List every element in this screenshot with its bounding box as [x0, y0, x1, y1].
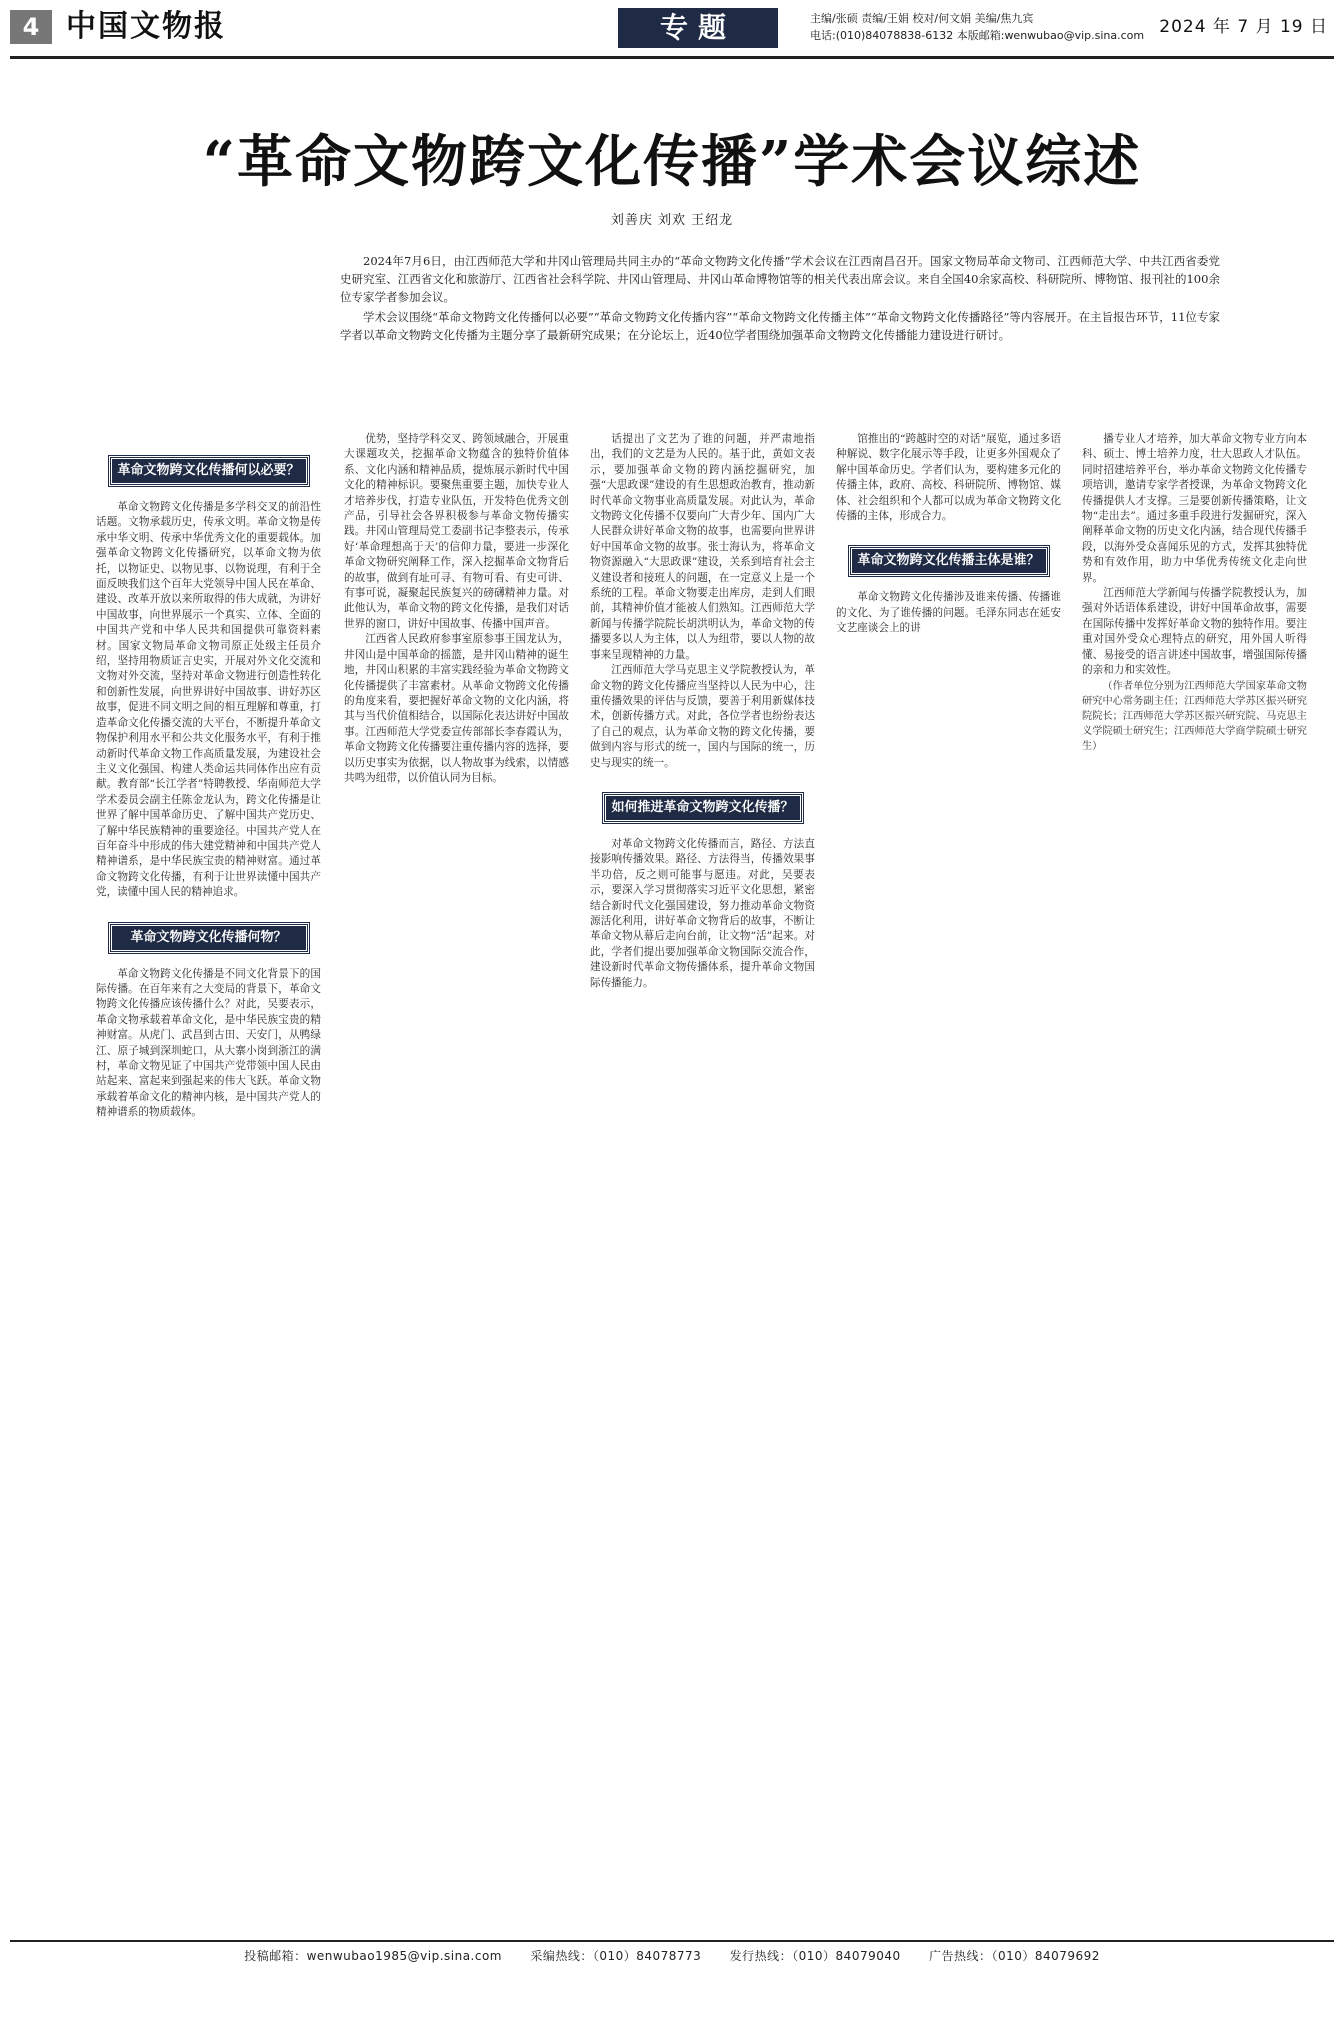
section-tag: 专题	[618, 8, 778, 48]
editorial-credits	[810, 10, 1144, 44]
footer-rule	[10, 1940, 1334, 1942]
newspaper-logo: 中国文物报	[66, 9, 226, 44]
body-paragraph: 对革命文物跨文化传播而言，路径、方法直接影响传播效果。路径、方法得当，传播效果事半功倍，反之则可能事与愿违。对此，吴要表示，要深入学习贯彻落实习近平文化思想，紧密结合新时代文化强国建设，努力推动革命文物资源活化利用，讲好革命文物背后的故事，不断让革命文物从幕后走向台前，让文物“活”起来。对此，学者们提出要加强革命文物国际交流合作，建设新时代革命文物传播体系，提升革命文物国际传播能力。	[590, 837, 815, 989]
body-paragraph: 江西师范大学新闻与传播学院教授认为，加强对外话语体系建设，讲好中国革命故事，需要在国际传播中发挥好革命文物的独特作用。要注重对国外受众心理特点的研究，用外国人听得懂、易接受的语言讲述中国故事，增强国际传播的亲和力和实效性。	[1082, 587, 1307, 677]
body-paragraph: 江西省人民政府参事室原参事王国龙认为，井冈山是中国革命的摇篮，是井冈山精神的诞生地，井冈山积累的丰富实践经验为革命文物跨文化传播提供了丰富素材。从革命文物跨文化传播的角度来看，要把握好革命文物的文化内涵，将其与当代价值相结合，以国际化表达讲好中国故事。江西师范大学党委宣传部部长李春霞认为，革命文物跨文化传播要注重传播内容的选择，要以历史事实为依据，以人物故事为线索，以情感共鸣为纽带，以价值认同为目标。	[344, 633, 569, 784]
body-paragraph: 话提出了文艺为了谁的问题，并严肃地指出，我们的文艺是为人民的。基于此，黄如文表示，要加强革命文物的跨内涵挖掘研究，加强“大思政课”建设的有生思想政治教育，推动新时代革命文物事业高质量发展。对此认为，革命文物跨文化传播不仅要向广大青少年、国内广大人民群众讲好革命文物的故事，也需要向世界讲好中国革命文物的故事。张士海认为，将革命文物资源融入“大思政课”建设，关系到培育社会主义建设者和接班人的问题，在一定意义上是一个系统的工程。革命文物要走出库房，走到人们眼前，其精神价值才能被人们熟知。江西师范大学新闻与传播学院院长胡洪明认为，革命文物的传播要多以人为主体，以人为纽带，要以人物的故事来呈现精神的力量。	[590, 433, 815, 661]
page-number: 4	[10, 10, 52, 44]
lead-paragraph: 2024年7月6日，由江西师范大学和井冈山管理局共同主办的“革命文物跨文化传播”学术会议在江西南昌召开。国家文物局革命文物司、江西师范大学、中共江西省委党史研究室、江西省文化和旅游厅、江西省社会科学院、井冈山管理局、井冈山革命博物馆等的相关代表出席会议。来自全国40余家高校、科研院所、博物馆、报刊社的100余位专家学者参加会议。	[340, 254, 1220, 304]
article-authors: 刘善庆 刘欢 王绍龙	[610, 213, 734, 228]
article-column-3	[590, 432, 815, 1925]
submission-email: 投稿邮箱：wenwubao1985@vip.sina.com	[244, 1949, 502, 1963]
article-column-2	[344, 432, 569, 1925]
body-paragraph: 革命文物跨文化传播是多学科交叉的前沿性话题。文物承载历史，传承文明。革命文物是传承中华文明、传承中华优秀文化的重要载体。加强革命文物跨文化传播研究，以革命文物为依托，以物证史、以物见事、以物说理，有利于全面反映我们这个百年大党领导中国人民在革命、建设、改革开放以来所取得的伟大成就，为讲好中国故事，向世界展示一个真实、立体、全面的中国共产党和中华人民共和国提供可靠资料素材。国家文物局革命文物司原正处级主任员介绍，坚持用物质证言史实，开展对外文化交流和文物对外交流，坚持对革命文物进行创造性转化和创新性发展，向世界讲好中国故事、讲好苏区故事，促进不同文明之间的相互理解和尊重，打造革命文化传播交流的大平台，不断提升革命文物保护利用水平和公共文化服务水平，有利于推动新时代革命文物工作高质量发展，为建设社会主义文化强国、构建人类命运共同体作出应有贡献。教育部“长江学者”特聘教授、华南师范大学学术委员会副主任陈金龙认为，跨文化传播是让世界了解中国革命历史、了解中国共产党历史、了解中华民族精神的重要途径。中国共产党人在百年奋斗中形成的伟大建党精神和中国共产党人精神谱系，是中华民族宝贵的精神财富。通过革命文物跨文化传播，有利于让世界读懂中国共产党，读懂中国人民的精神追求。	[96, 501, 321, 899]
page-footer	[0, 1947, 1344, 1964]
article-column-1	[96, 432, 321, 1925]
editorial-hotline: 采编热线：（010）84078773	[530, 1949, 702, 1963]
contact-line: 电话:(010)84078838-6132 本版邮箱:wenwubao@vip.sina.com	[810, 29, 1145, 42]
article-column-5	[1082, 432, 1307, 1925]
masthead	[10, 8, 1334, 52]
article-lead	[340, 252, 1220, 346]
publication-date: 2024 年 7 月 19 日	[1159, 17, 1328, 37]
section-heading: 革命文物跨文化传播主体是谁？	[849, 546, 1049, 576]
body-paragraph: 江西师范大学马克思主义学院教授认为，革命文物的跨文化传播应当坚持以人民为中心，注重传播效果的评估与反馈，要善于利用新媒体技术，创新传播方式。对此，各位学者也纷纷表达了自己的观点，认为革命文物的跨文化传播，要做到内容与形式的统一，国内与国际的统一，历史与现实的统一。	[590, 664, 815, 769]
section-heading: 革命文物跨文化传播何物？	[109, 923, 309, 953]
body-paragraph: 优势，坚持学科交叉、跨领域融合，开展重大课题攻关，挖掘革命文物蕴含的独特价值体系、文化内涵和精神品质，提炼展示新时代中国文化的精神标识。要聚焦重要主题，加快专业人才培养步伐，打造专业队伍，开发特色优秀文创产品，引导社会各界积极参与革命文物传播实践。井冈山管理局党工委副书记李整表示，传承好‘革命理想高于天’的信仰力量，要进一步深化革命文物研究阐释工作，深入挖掘革命文物背后的故事，做到有址可寻、有物可看、有史可讲、有事可说，凝聚起民族复兴的磅礴精神力量。对此他认为，革命文物的跨文化传播，是我们对话世界的窗口，讲好中国故事、传播中国声音。	[344, 433, 569, 630]
author-affiliation-note: （作者单位分别为江西师范大学国家革命文物研究中心常务副主任；江西师范大学苏区振兴研究院院长；江西师范大学苏区振兴研究院、马克思主义学院硕士研究生；江西师范大学商学院硕士研究生）	[1082, 680, 1307, 752]
section-heading: 革命文物跨文化传播何以必要？	[109, 456, 309, 486]
body-paragraph: 播专业人才培养，加大革命文物专业方向本科、硕士、博士培养力度，壮大思政人才队伍。同时招建培养平台，举办革命文物跨文化传播专项培训，邀请专家学者授课，为革命文物跨文化传播提供人才支撑。三是要创新传播策略，让文物“走出去”。通过多重手段进行发掘研究，深入阐释革命文物的历史文化内涵，结合现代传播手段，以海外受众喜闻乐见的方式，发挥其独特优势和有效作用，助力中华优秀传统文化走向世界。	[1082, 433, 1307, 584]
masthead-rule	[10, 56, 1334, 59]
body-paragraph: 馆推出的“跨越时空的对话”展览，通过多语种解说、数字化展示等手段，让更多外国观众了解中国革命历史。学者们认为，要构建多元化的传播主体，政府、高校、科研院所、博物馆、媒体、社会组织和个人都可以成为革命文物跨文化传播的主体，形成合力。	[836, 433, 1061, 523]
distribution-hotline: 发行热线：（010）84079040	[729, 1949, 901, 1963]
body-paragraph: 革命文物跨文化传播涉及谁来传播、传播谁的文化、为了谁传播的问题。毛泽东同志在延安文艺座谈会上的讲	[836, 591, 1061, 635]
article-column-4	[836, 432, 1061, 1925]
editors-line: 主编/张硕 责编/王娟 校对/何文娟 美编/焦九宾	[810, 12, 1034, 25]
section-heading: 如何推进革命文物跨文化传播？	[603, 793, 803, 823]
lead-paragraph: 学术会议围绕“革命文物跨文化传播何以必要”“革命文物跨文化传播内容”“革命文物跨文化传播主体”“革命文物跨文化传播路径”等内容展开。在主旨报告环节，11位专家学者以革命文物跨文化传播为主题分享了最新研究成果；在分论坛上，近40位学者围绕加强革命文物跨文化传播能力建设进行研讨。	[340, 310, 1220, 342]
advertising-hotline: 广告热线：（010）84079692	[928, 1949, 1100, 1963]
body-paragraph: 革命文物跨文化传播是不同文化背景下的国际传播。在百年来有之大变局的背景下，革命文物跨文化传播应该传播什么？对此，吴要表示，革命文物承载着革命文化，是中华民族宝贵的精神财富。从虎门、武昌到古田、天安门，从鸭绿江、原子城到深圳蛇口，从大寨小岗到浙江的满村，革命文物见证了中国共产党带领中国人民由站起来、富起来到强起来的伟大飞跃。革命文物承载着革命文化的精神内核，是中国共产党人的精神谱系的物质载体。	[96, 967, 321, 1119]
article-title: “革命文物跨文化传播”学术会议综述	[202, 129, 1142, 195]
